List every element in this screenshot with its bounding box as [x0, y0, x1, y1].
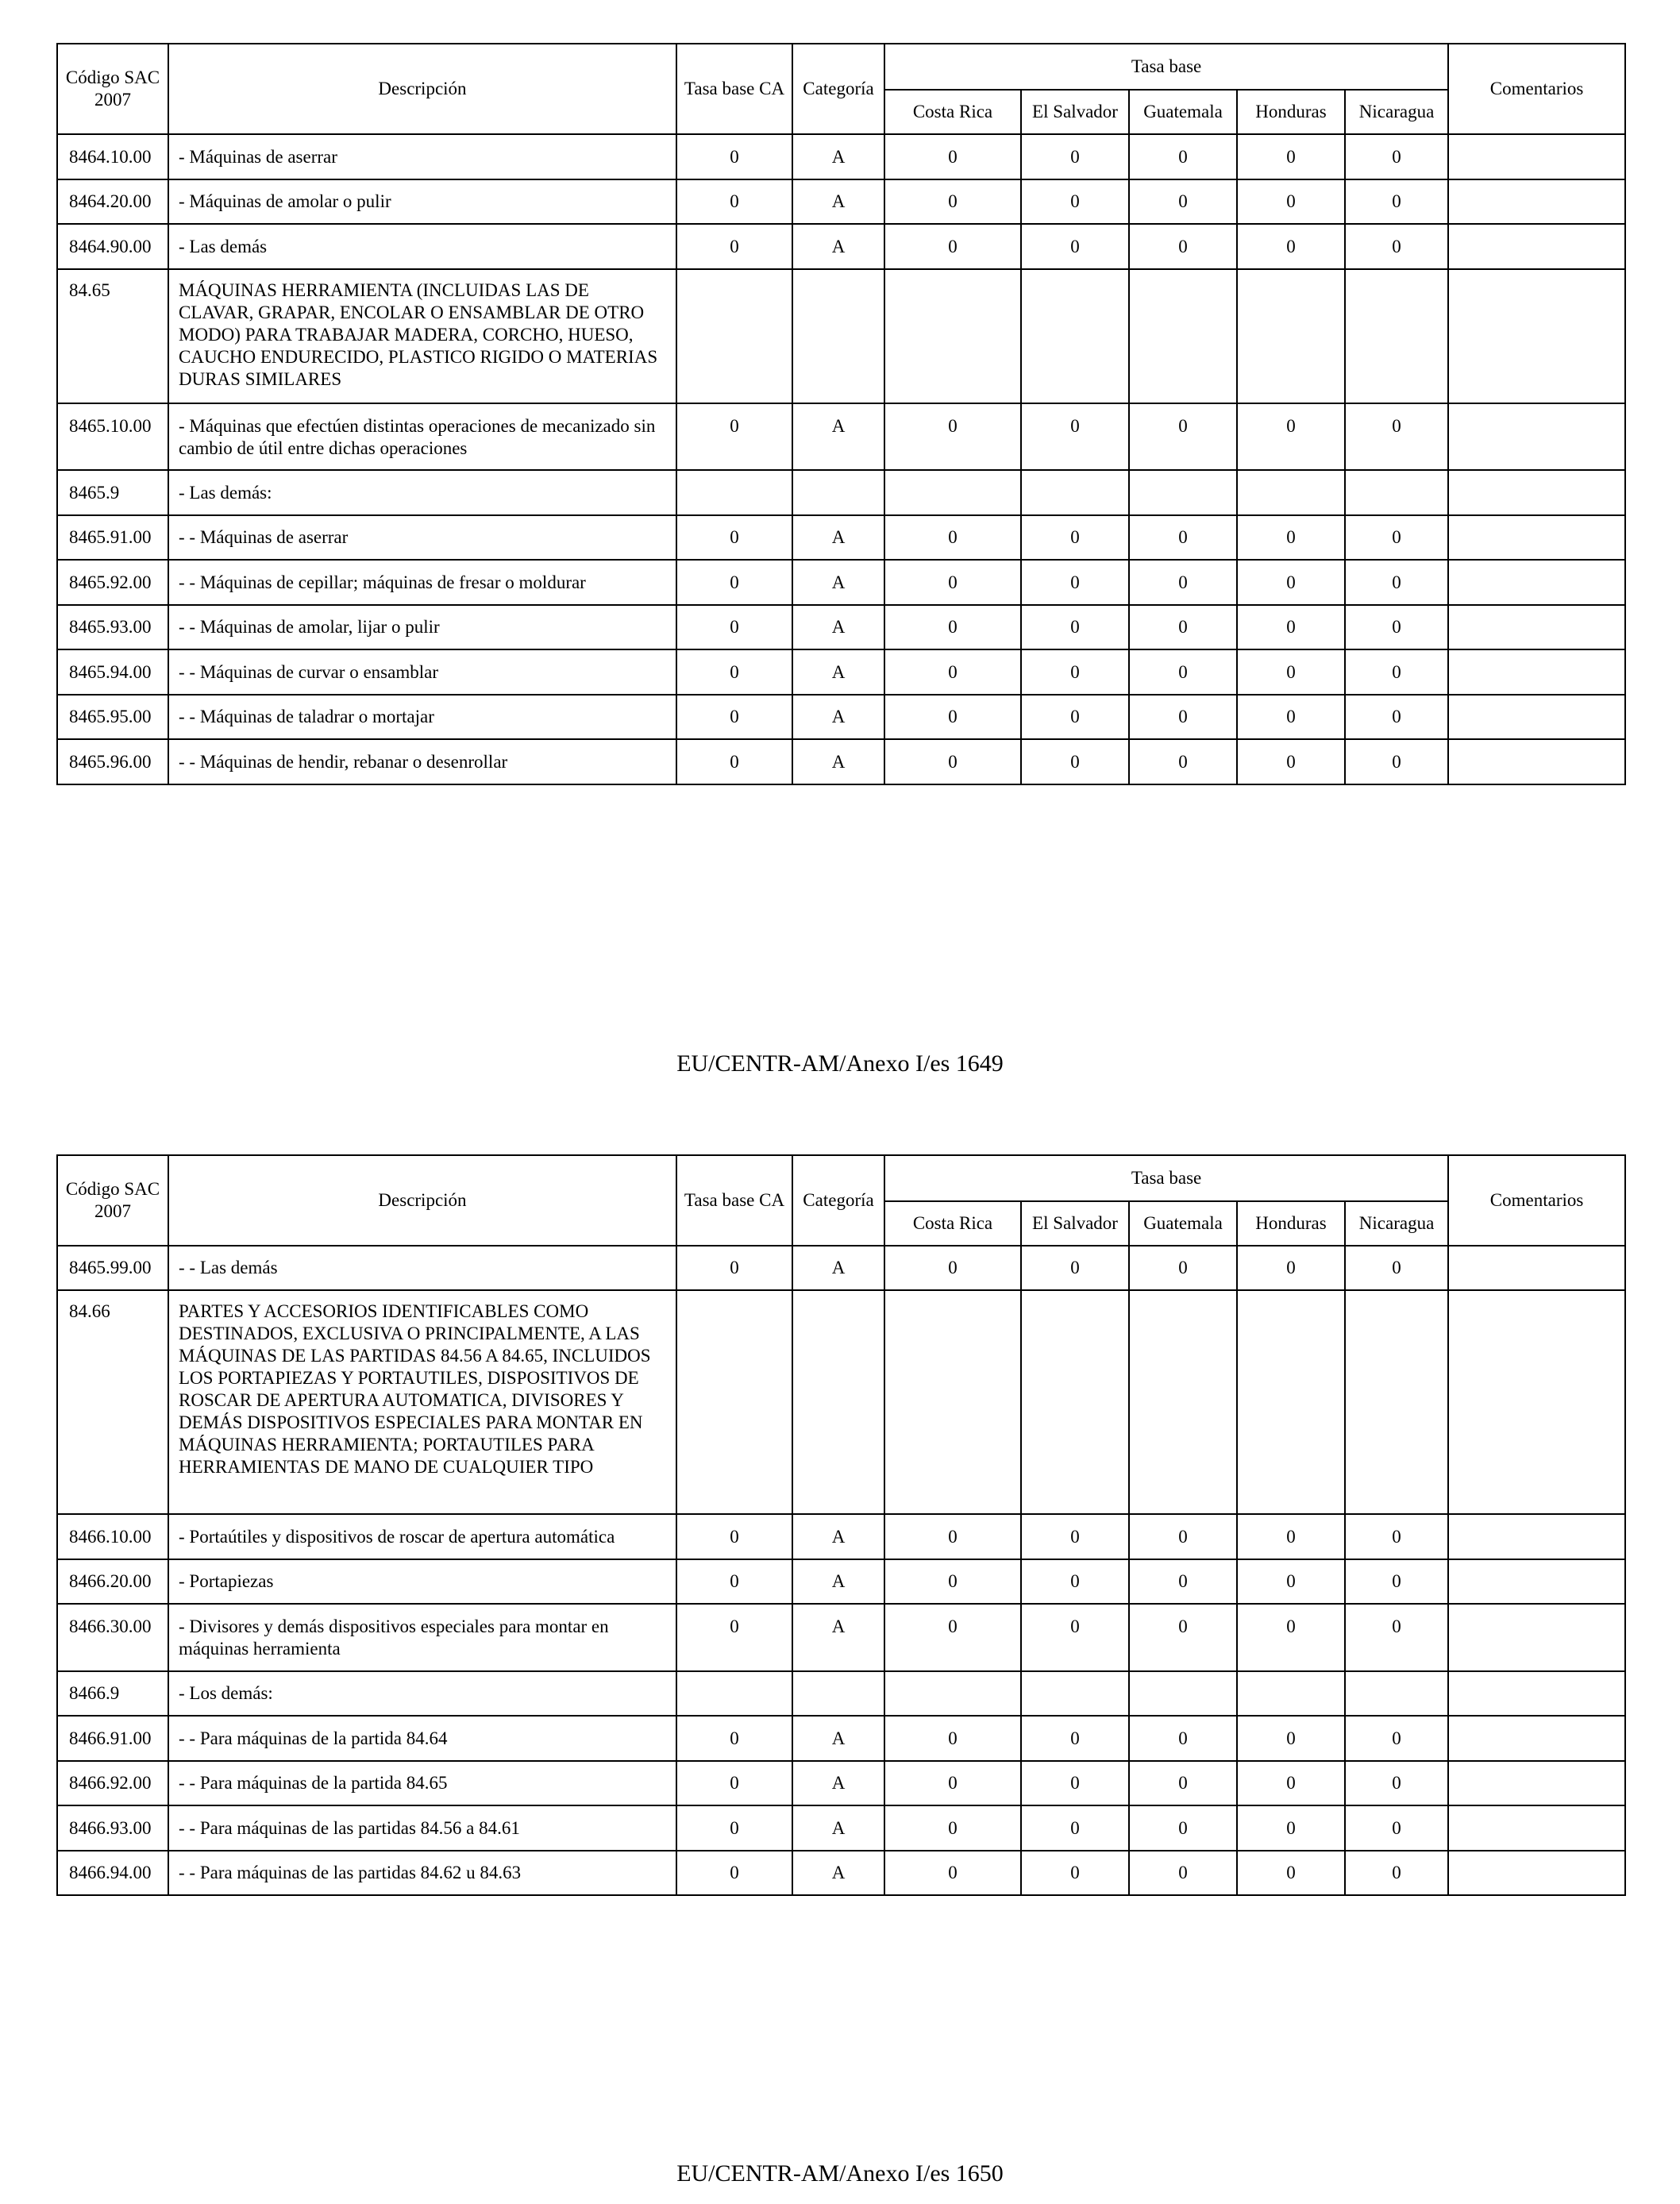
cell-honduras: 0 — [1237, 1761, 1345, 1805]
cell-guatemala: 0 — [1129, 403, 1237, 470]
cell-costa-rica: 0 — [884, 224, 1021, 269]
cell-nicaragua: 0 — [1345, 179, 1448, 224]
cell-comentarios — [1448, 1514, 1625, 1559]
cell-costa-rica: 0 — [884, 560, 1021, 605]
cell-code: 8466.92.00 — [57, 1761, 168, 1805]
cell-el-salvador — [1021, 470, 1129, 515]
cell-categoria — [792, 1290, 884, 1514]
header-descripcion: Descripción — [168, 1155, 676, 1246]
header-tasa-base-ca: Tasa base CA — [676, 44, 792, 134]
table-row — [57, 739, 1625, 784]
cell-tasa-base-ca — [676, 269, 792, 403]
cell-el-salvador: 0 — [1021, 1514, 1129, 1559]
header-nicaragua: Nicaragua — [1345, 90, 1448, 134]
cell-costa-rica — [884, 269, 1021, 403]
cell-comentarios — [1448, 179, 1625, 224]
cell-comentarios — [1448, 560, 1625, 605]
cell-categoria: A — [792, 695, 884, 739]
cell-nicaragua: 0 — [1345, 1805, 1448, 1851]
table-row — [57, 403, 1625, 470]
header-guatemala: Guatemala — [1129, 90, 1237, 134]
table-row — [57, 1671, 1625, 1716]
cell-categoria: A — [792, 515, 884, 560]
cell-el-salvador: 0 — [1021, 1851, 1129, 1895]
header-honduras: Honduras — [1237, 1201, 1345, 1246]
cell-categoria: A — [792, 1716, 884, 1761]
cell-comentarios — [1448, 1604, 1625, 1671]
cell-honduras: 0 — [1237, 134, 1345, 179]
cell-tasa-base-ca — [676, 1290, 792, 1514]
cell-guatemala: 0 — [1129, 1246, 1237, 1290]
cell-guatemala: 0 — [1129, 134, 1237, 179]
page-footer: EU/CENTR-AM/Anexo I/es 1650 — [676, 2160, 1004, 2187]
cell-honduras: 0 — [1237, 224, 1345, 269]
cell-comentarios — [1448, 1716, 1625, 1761]
header-tasa-base: Tasa base — [884, 1155, 1448, 1201]
cell-comentarios — [1448, 1805, 1625, 1851]
cell-tasa-base-ca: 0 — [676, 1805, 792, 1851]
cell-costa-rica: 0 — [884, 1559, 1021, 1604]
cell-costa-rica: 0 — [884, 134, 1021, 179]
cell-nicaragua: 0 — [1345, 403, 1448, 470]
cell-tasa-base-ca: 0 — [676, 1246, 792, 1290]
header-tasa-base-ca: Tasa base CA — [676, 1155, 792, 1246]
table-row — [57, 1716, 1625, 1761]
table-row — [57, 1559, 1625, 1604]
cell-costa-rica: 0 — [884, 403, 1021, 470]
header-el-salvador: El Salvador — [1021, 1201, 1129, 1246]
cell-el-salvador: 0 — [1021, 403, 1129, 470]
cell-categoria: A — [792, 560, 884, 605]
header-comentarios: Comentarios — [1448, 1155, 1625, 1246]
cell-categoria: A — [792, 224, 884, 269]
cell-guatemala: 0 — [1129, 1604, 1237, 1671]
cell-guatemala: 0 — [1129, 695, 1237, 739]
cell-el-salvador: 0 — [1021, 1805, 1129, 1851]
cell-el-salvador: 0 — [1021, 605, 1129, 649]
cell-comentarios — [1448, 1290, 1625, 1514]
cell-honduras: 0 — [1237, 1559, 1345, 1604]
cell-el-salvador: 0 — [1021, 1716, 1129, 1761]
header-costa-rica: Costa Rica — [884, 90, 1021, 134]
cell-guatemala: 0 — [1129, 1761, 1237, 1805]
cell-description: - - Para máquinas de las partidas 84.56 a 84.61 — [168, 1805, 676, 1851]
cell-el-salvador: 0 — [1021, 515, 1129, 560]
cell-code: 8466.91.00 — [57, 1716, 168, 1761]
cell-tasa-base-ca: 0 — [676, 1514, 792, 1559]
cell-categoria: A — [792, 179, 884, 224]
cell-comentarios — [1448, 1559, 1625, 1604]
table-row — [57, 649, 1625, 695]
cell-guatemala: 0 — [1129, 179, 1237, 224]
cell-el-salvador: 0 — [1021, 179, 1129, 224]
cell-description: - Las demás: — [168, 470, 676, 515]
cell-description: - - Las demás — [168, 1246, 676, 1290]
cell-comentarios — [1448, 224, 1625, 269]
cell-comentarios — [1448, 515, 1625, 560]
cell-tasa-base-ca — [676, 1671, 792, 1716]
cell-description: PARTES Y ACCESORIOS IDENTIFICABLES COMO DESTINADOS, EXCLUSIVA O PRINCIPALMENTE, A LAS MÁQUINAS DE LAS PARTIDAS 84.56 A 84.65, INCLUIDOS LOS PORTAPIEZAS Y PORTAUTILES, DISPOSITIVOS DE ROSCAR DE APERTURA AUTOMATICA, DIVISORES Y DEMÁS DISPOSITIVOS ESPECIALES PARA MONTAR EN MÁQUINAS HERRAMIENTA; PORTAUTILES PARA HERRAMIENTAS DE MANO DE CUALQUIER TIPO — [168, 1290, 676, 1514]
cell-tasa-base-ca — [676, 470, 792, 515]
cell-nicaragua: 0 — [1345, 1851, 1448, 1895]
cell-el-salvador: 0 — [1021, 134, 1129, 179]
page-footer: EU/CENTR-AM/Anexo I/es 1649 — [676, 1050, 1004, 1077]
cell-nicaragua — [1345, 269, 1448, 403]
cell-guatemala: 0 — [1129, 1559, 1237, 1604]
cell-code: 84.66 — [57, 1290, 168, 1514]
cell-code: 8465.92.00 — [57, 560, 168, 605]
table-row — [57, 179, 1625, 224]
table-row-heading — [57, 269, 1625, 403]
cell-costa-rica: 0 — [884, 1805, 1021, 1851]
cell-el-salvador — [1021, 269, 1129, 403]
cell-costa-rica — [884, 1290, 1021, 1514]
cell-honduras: 0 — [1237, 649, 1345, 695]
cell-code: 8465.9 — [57, 470, 168, 515]
cell-categoria: A — [792, 1514, 884, 1559]
cell-costa-rica: 0 — [884, 179, 1021, 224]
table-row — [57, 1851, 1625, 1895]
table-row — [57, 470, 1625, 515]
cell-el-salvador: 0 — [1021, 695, 1129, 739]
table-row — [57, 515, 1625, 560]
cell-categoria: A — [792, 649, 884, 695]
cell-code: 8464.10.00 — [57, 134, 168, 179]
header-categoria: Categoría — [792, 1155, 884, 1246]
table-row — [57, 695, 1625, 739]
cell-categoria: A — [792, 1559, 884, 1604]
cell-guatemala: 0 — [1129, 1514, 1237, 1559]
cell-code: 8465.10.00 — [57, 403, 168, 470]
cell-costa-rica: 0 — [884, 739, 1021, 784]
cell-el-salvador: 0 — [1021, 560, 1129, 605]
cell-nicaragua: 0 — [1345, 515, 1448, 560]
cell-guatemala: 0 — [1129, 224, 1237, 269]
cell-costa-rica: 0 — [884, 1761, 1021, 1805]
cell-nicaragua: 0 — [1345, 739, 1448, 784]
table-row — [57, 224, 1625, 269]
cell-code: 8465.94.00 — [57, 649, 168, 695]
header-el-salvador: El Salvador — [1021, 90, 1129, 134]
cell-tasa-base-ca: 0 — [676, 1604, 792, 1671]
cell-honduras: 0 — [1237, 695, 1345, 739]
cell-code: 8465.95.00 — [57, 695, 168, 739]
cell-nicaragua: 0 — [1345, 695, 1448, 739]
cell-description: - Las demás — [168, 224, 676, 269]
cell-code: 8466.94.00 — [57, 1851, 168, 1895]
cell-description: - - Máquinas de hendir, rebanar o desenrollar — [168, 739, 676, 784]
cell-guatemala — [1129, 269, 1237, 403]
cell-comentarios — [1448, 1761, 1625, 1805]
cell-categoria: A — [792, 1805, 884, 1851]
cell-comentarios — [1448, 1671, 1625, 1716]
cell-honduras: 0 — [1237, 1851, 1345, 1895]
cell-el-salvador: 0 — [1021, 1761, 1129, 1805]
cell-comentarios — [1448, 695, 1625, 739]
cell-tasa-base-ca: 0 — [676, 403, 792, 470]
cell-costa-rica — [884, 470, 1021, 515]
cell-guatemala: 0 — [1129, 1851, 1237, 1895]
cell-code: 8466.9 — [57, 1671, 168, 1716]
table-row — [57, 134, 1625, 179]
cell-description: - - Para máquinas de la partida 84.64 — [168, 1716, 676, 1761]
cell-description: - Portapiezas — [168, 1559, 676, 1604]
cell-description: - - Máquinas de taladrar o mortajar — [168, 695, 676, 739]
cell-categoria: A — [792, 1761, 884, 1805]
table-row — [57, 605, 1625, 649]
cell-comentarios — [1448, 134, 1625, 179]
cell-categoria: A — [792, 1604, 884, 1671]
cell-tasa-base-ca: 0 — [676, 605, 792, 649]
cell-costa-rica — [884, 1671, 1021, 1716]
table-row — [57, 1761, 1625, 1805]
cell-el-salvador — [1021, 1290, 1129, 1514]
cell-honduras: 0 — [1237, 739, 1345, 784]
cell-code: 8465.99.00 — [57, 1246, 168, 1290]
cell-costa-rica: 0 — [884, 1604, 1021, 1671]
cell-costa-rica: 0 — [884, 1514, 1021, 1559]
cell-costa-rica: 0 — [884, 1716, 1021, 1761]
cell-guatemala: 0 — [1129, 649, 1237, 695]
cell-honduras: 0 — [1237, 560, 1345, 605]
cell-honduras: 0 — [1237, 179, 1345, 224]
cell-guatemala — [1129, 1290, 1237, 1514]
cell-description: - Portaútiles y dispositivos de roscar de apertura automática — [168, 1514, 676, 1559]
cell-costa-rica: 0 — [884, 515, 1021, 560]
cell-description: - - Máquinas de curvar o ensamblar — [168, 649, 676, 695]
cell-el-salvador: 0 — [1021, 1604, 1129, 1671]
header-codigo: Código SAC 2007 — [57, 44, 168, 134]
cell-nicaragua — [1345, 1290, 1448, 1514]
header-guatemala: Guatemala — [1129, 1201, 1237, 1246]
cell-code: 8465.91.00 — [57, 515, 168, 560]
cell-categoria — [792, 269, 884, 403]
cell-code: 8466.10.00 — [57, 1514, 168, 1559]
cell-tasa-base-ca: 0 — [676, 1761, 792, 1805]
cell-tasa-base-ca: 0 — [676, 649, 792, 695]
cell-honduras: 0 — [1237, 1716, 1345, 1761]
cell-categoria — [792, 470, 884, 515]
cell-code: 8466.93.00 — [57, 1805, 168, 1851]
cell-el-salvador — [1021, 1671, 1129, 1716]
cell-description: - - Para máquinas de las partidas 84.62 u 84.63 — [168, 1851, 676, 1895]
cell-guatemala: 0 — [1129, 739, 1237, 784]
cell-tasa-base-ca: 0 — [676, 1716, 792, 1761]
cell-nicaragua: 0 — [1345, 605, 1448, 649]
cell-code: 8466.30.00 — [57, 1604, 168, 1671]
cell-comentarios — [1448, 649, 1625, 695]
cell-categoria — [792, 1671, 884, 1716]
cell-honduras: 0 — [1237, 1604, 1345, 1671]
cell-tasa-base-ca: 0 — [676, 739, 792, 784]
cell-honduras: 0 — [1237, 605, 1345, 649]
cell-comentarios — [1448, 1246, 1625, 1290]
header-row — [57, 1155, 1625, 1201]
header-descripcion: Descripción — [168, 44, 676, 134]
cell-comentarios — [1448, 470, 1625, 515]
header-costa-rica: Costa Rica — [884, 1201, 1021, 1246]
cell-description: - Máquinas que efectúen distintas operaciones de mecanizado sin cambio de útil entre dichas operaciones — [168, 403, 676, 470]
cell-costa-rica: 0 — [884, 605, 1021, 649]
header-codigo: Código SAC 2007 — [57, 1155, 168, 1246]
cell-tasa-base-ca: 0 — [676, 1851, 792, 1895]
cell-honduras: 0 — [1237, 1246, 1345, 1290]
table-row-heading — [57, 1290, 1625, 1514]
cell-costa-rica: 0 — [884, 1246, 1021, 1290]
cell-el-salvador: 0 — [1021, 649, 1129, 695]
cell-guatemala: 0 — [1129, 560, 1237, 605]
cell-description: - - Máquinas de cepillar; máquinas de fresar o moldurar — [168, 560, 676, 605]
cell-nicaragua: 0 — [1345, 134, 1448, 179]
cell-honduras — [1237, 1671, 1345, 1716]
cell-nicaragua: 0 — [1345, 649, 1448, 695]
cell-comentarios — [1448, 605, 1625, 649]
cell-tasa-base-ca: 0 — [676, 560, 792, 605]
cell-costa-rica: 0 — [884, 695, 1021, 739]
cell-description: - - Máquinas de amolar, lijar o pulir — [168, 605, 676, 649]
tariff-table — [56, 43, 1626, 785]
cell-nicaragua: 0 — [1345, 1761, 1448, 1805]
cell-tasa-base-ca: 0 — [676, 515, 792, 560]
cell-guatemala: 0 — [1129, 1716, 1237, 1761]
cell-code: 8464.90.00 — [57, 224, 168, 269]
cell-description: - Los demás: — [168, 1671, 676, 1716]
cell-guatemala: 0 — [1129, 1805, 1237, 1851]
cell-guatemala: 0 — [1129, 515, 1237, 560]
tariff-table — [56, 1154, 1626, 1896]
header-tasa-base: Tasa base — [884, 44, 1448, 90]
cell-nicaragua: 0 — [1345, 1559, 1448, 1604]
header-categoria: Categoría — [792, 44, 884, 134]
cell-guatemala — [1129, 470, 1237, 515]
cell-honduras — [1237, 269, 1345, 403]
cell-description: - Divisores y demás dispositivos especiales para montar en máquinas herramienta — [168, 1604, 676, 1671]
cell-description: - Máquinas de amolar o pulir — [168, 179, 676, 224]
cell-description: - Máquinas de aserrar — [168, 134, 676, 179]
cell-nicaragua: 0 — [1345, 1514, 1448, 1559]
cell-code: 8466.20.00 — [57, 1559, 168, 1604]
cell-costa-rica: 0 — [884, 649, 1021, 695]
cell-categoria: A — [792, 1246, 884, 1290]
header-comentarios: Comentarios — [1448, 44, 1625, 134]
cell-honduras: 0 — [1237, 1514, 1345, 1559]
cell-el-salvador: 0 — [1021, 739, 1129, 784]
cell-honduras — [1237, 470, 1345, 515]
table-row — [57, 1805, 1625, 1851]
header-row — [57, 44, 1625, 90]
cell-honduras: 0 — [1237, 403, 1345, 470]
cell-nicaragua: 0 — [1345, 224, 1448, 269]
cell-description: MÁQUINAS HERRAMIENTA (INCLUIDAS LAS DE CLAVAR, GRAPAR, ENCOLAR O ENSAMBLAR DE OTRO MODO) PARA TRABAJAR MADERA, CORCHO, HUESO, CAUCHO ENDURECIDO, PLASTICO RIGIDO O MATERIAS DURAS SIMILARES — [168, 269, 676, 403]
cell-comentarios — [1448, 1851, 1625, 1895]
cell-categoria: A — [792, 403, 884, 470]
cell-costa-rica: 0 — [884, 1851, 1021, 1895]
cell-tasa-base-ca: 0 — [676, 224, 792, 269]
cell-honduras: 0 — [1237, 515, 1345, 560]
cell-tasa-base-ca: 0 — [676, 695, 792, 739]
cell-code: 8465.93.00 — [57, 605, 168, 649]
cell-el-salvador: 0 — [1021, 1246, 1129, 1290]
cell-nicaragua: 0 — [1345, 1604, 1448, 1671]
header-nicaragua: Nicaragua — [1345, 1201, 1448, 1246]
cell-categoria: A — [792, 605, 884, 649]
cell-categoria: A — [792, 134, 884, 179]
cell-el-salvador: 0 — [1021, 224, 1129, 269]
cell-comentarios — [1448, 739, 1625, 784]
cell-code: 84.65 — [57, 269, 168, 403]
cell-categoria: A — [792, 1851, 884, 1895]
cell-comentarios — [1448, 269, 1625, 403]
cell-description: - - Máquinas de aserrar — [168, 515, 676, 560]
table-row — [57, 1604, 1625, 1671]
cell-guatemala — [1129, 1671, 1237, 1716]
cell-nicaragua: 0 — [1345, 1716, 1448, 1761]
header-honduras: Honduras — [1237, 90, 1345, 134]
table-row — [57, 1514, 1625, 1559]
cell-tasa-base-ca: 0 — [676, 134, 792, 179]
cell-guatemala: 0 — [1129, 605, 1237, 649]
cell-nicaragua — [1345, 1671, 1448, 1716]
table-row — [57, 560, 1625, 605]
cell-tasa-base-ca: 0 — [676, 179, 792, 224]
cell-categoria: A — [792, 739, 884, 784]
cell-code: 8465.96.00 — [57, 739, 168, 784]
cell-comentarios — [1448, 403, 1625, 470]
cell-nicaragua — [1345, 470, 1448, 515]
table-row — [57, 1246, 1625, 1290]
cell-code: 8464.20.00 — [57, 179, 168, 224]
cell-el-salvador: 0 — [1021, 1559, 1129, 1604]
cell-nicaragua: 0 — [1345, 560, 1448, 605]
cell-tasa-base-ca: 0 — [676, 1559, 792, 1604]
cell-nicaragua: 0 — [1345, 1246, 1448, 1290]
cell-honduras — [1237, 1290, 1345, 1514]
cell-description: - - Para máquinas de la partida 84.65 — [168, 1761, 676, 1805]
cell-honduras: 0 — [1237, 1805, 1345, 1851]
